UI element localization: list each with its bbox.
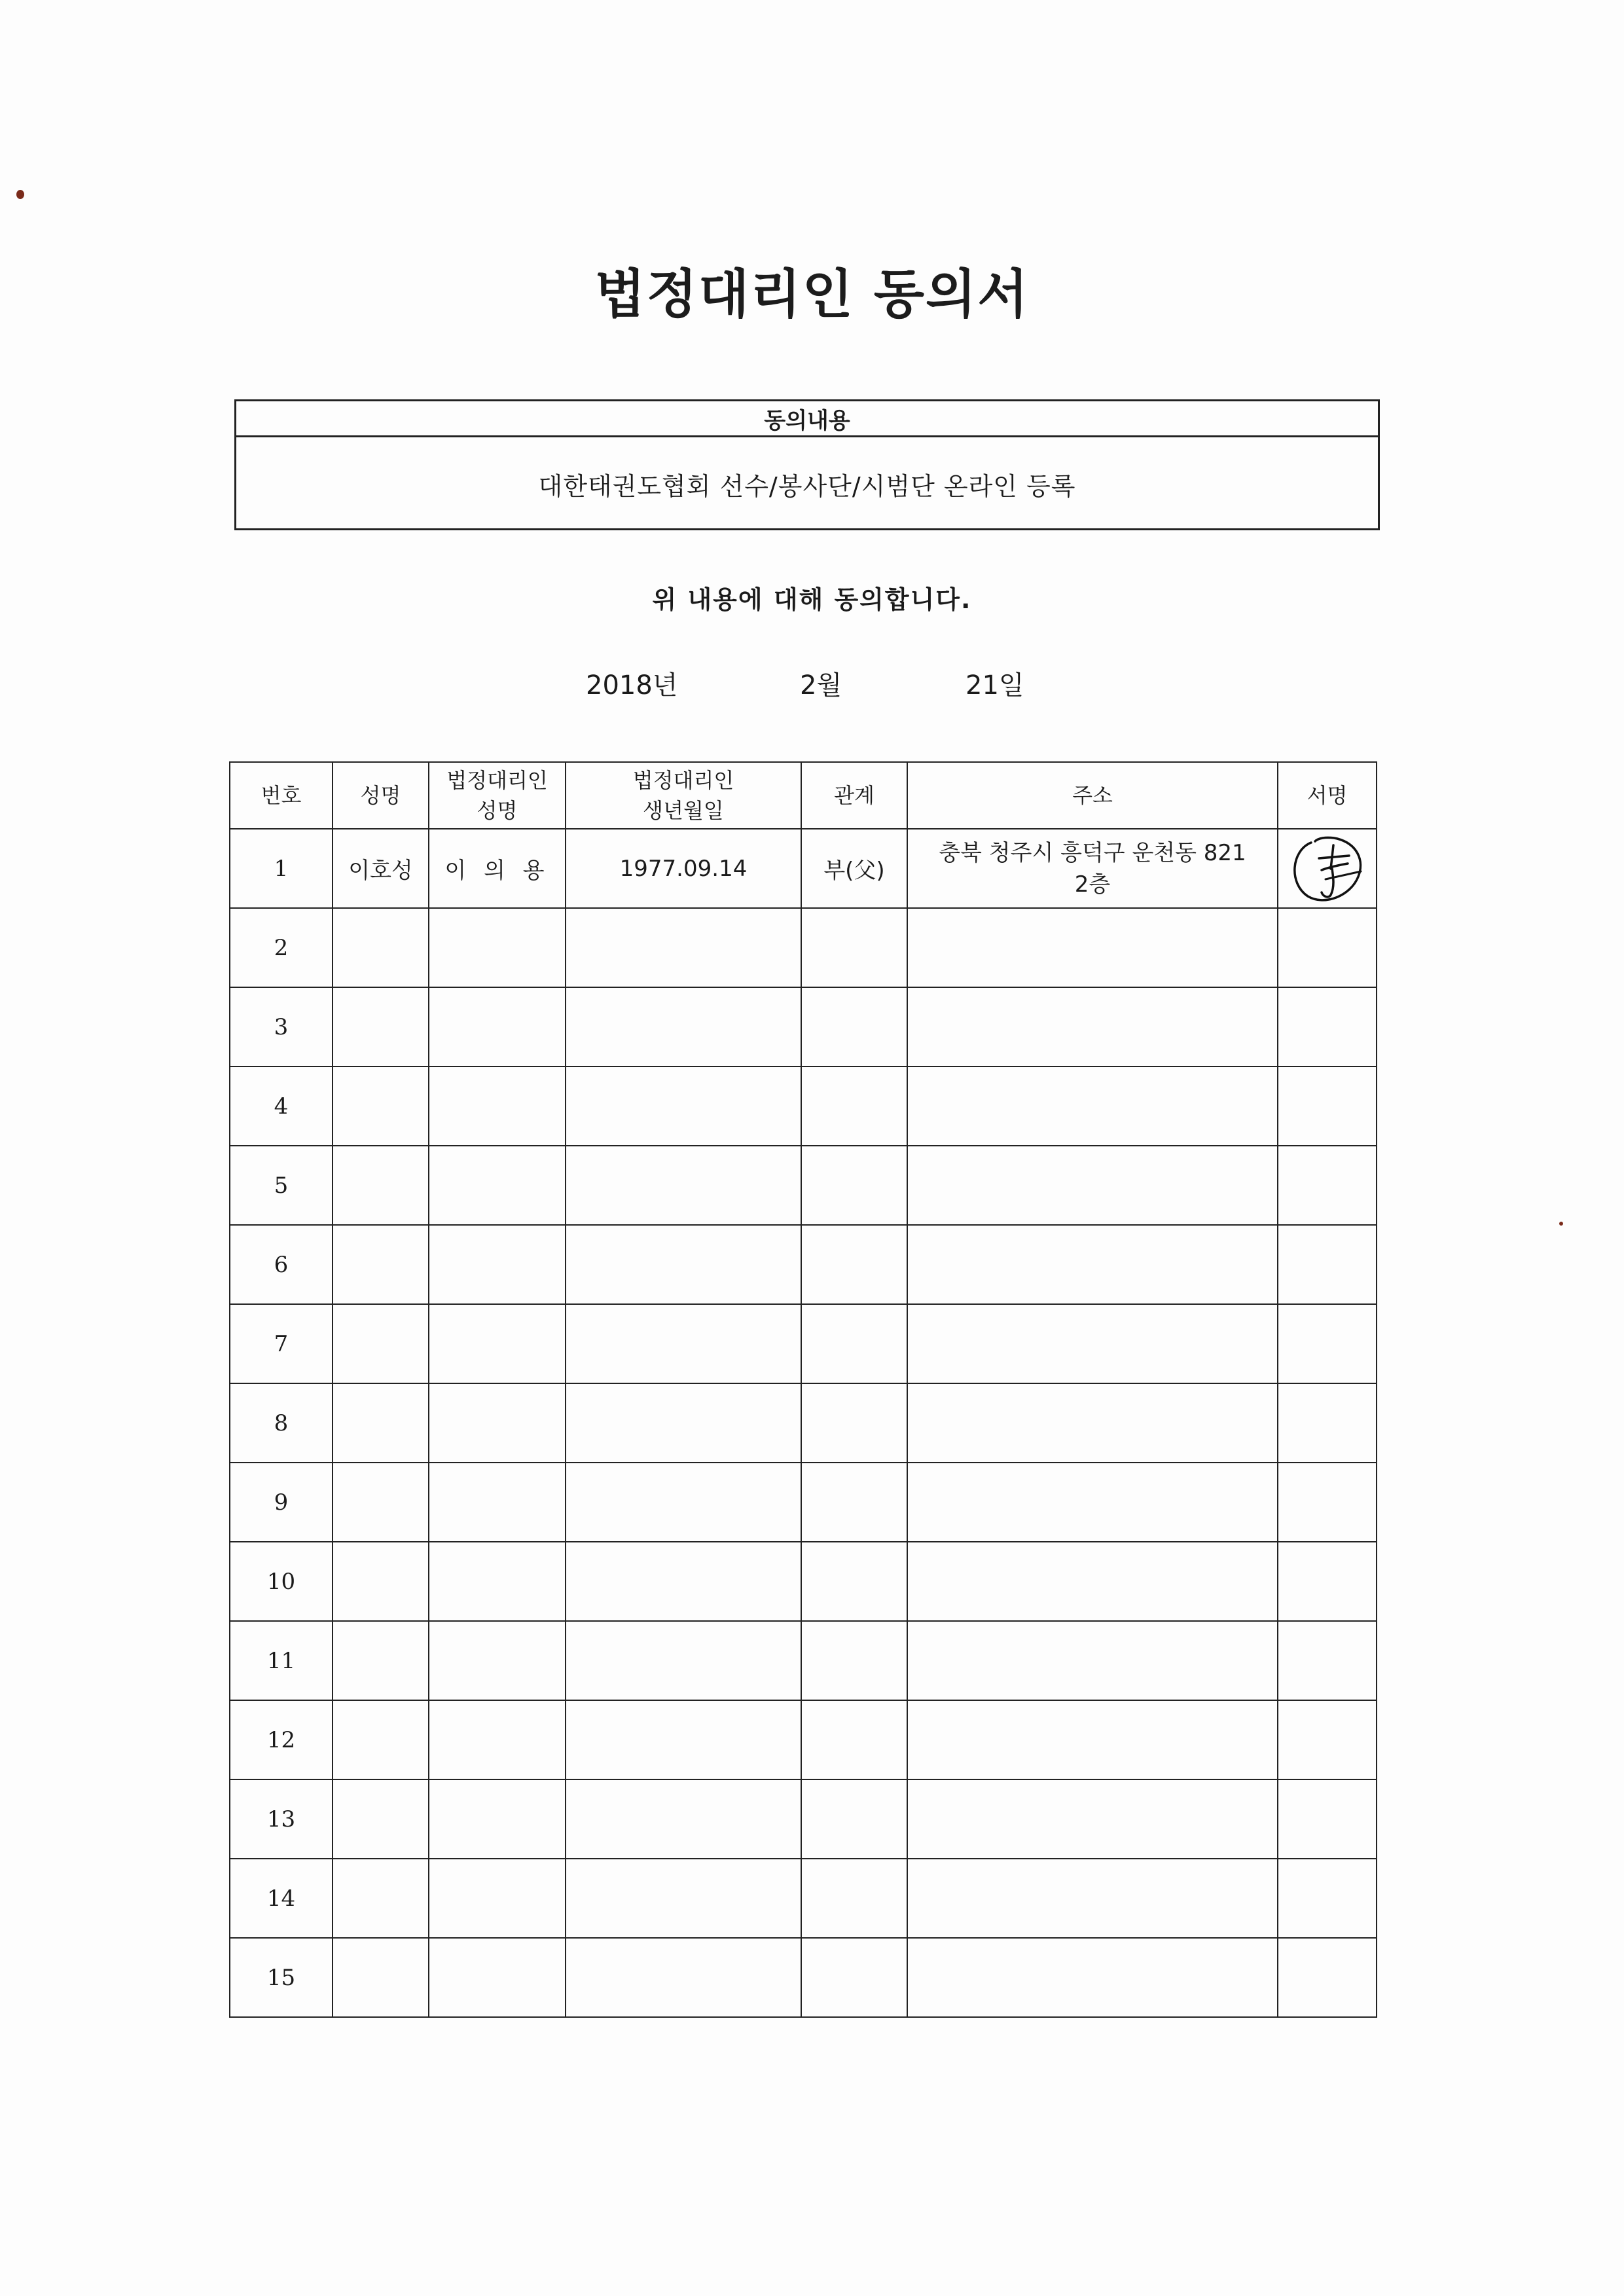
header-address: 주소	[907, 762, 1278, 829]
row-name	[333, 1938, 429, 2017]
row-address	[907, 987, 1278, 1066]
row-signature	[1278, 1066, 1377, 1146]
header-guardian-birth-line1: 법정대리인	[632, 768, 734, 793]
row-guardian-name	[429, 1066, 566, 1146]
row-signature	[1278, 829, 1377, 908]
row-address	[907, 908, 1278, 987]
row-address	[907, 1304, 1278, 1383]
scan-speck	[1559, 1222, 1563, 1226]
row-guardian-name	[429, 908, 566, 987]
date-year: 2018년	[586, 670, 678, 701]
table-row	[230, 1066, 1377, 1146]
header-name: 성명	[333, 762, 429, 829]
row-number: 10	[230, 1542, 333, 1621]
row-guardian-name: 이 의 용	[429, 829, 566, 908]
header-signature: 서명	[1278, 762, 1377, 829]
row-relation: 부(父)	[801, 829, 907, 908]
row-address	[907, 1621, 1278, 1700]
table-row	[230, 1938, 1377, 2017]
consent-box	[234, 399, 1380, 530]
row-guardian-birth	[566, 908, 801, 987]
row-relation	[801, 1859, 907, 1938]
header-guardian-name-line2: 성명	[477, 798, 518, 823]
row-address	[907, 1225, 1278, 1304]
header-guardian-birth-line2: 생년월일	[643, 798, 724, 823]
row-signature	[1278, 1463, 1377, 1542]
row-name	[333, 1146, 429, 1225]
row-guardian-name	[429, 987, 566, 1066]
row-number: 12	[230, 1700, 333, 1779]
row-guardian-birth	[566, 1463, 801, 1542]
row-number: 6	[230, 1225, 333, 1304]
row-number: 2	[230, 908, 333, 987]
row-signature	[1278, 1383, 1377, 1463]
signers-table	[229, 761, 1377, 2018]
header-relation: 관계	[801, 762, 907, 829]
row-guardian-name	[429, 1700, 566, 1779]
row-signature	[1278, 1779, 1377, 1859]
row-name	[333, 1621, 429, 1700]
row-relation	[801, 1463, 907, 1542]
row-name	[333, 1066, 429, 1146]
row-signature	[1278, 1621, 1377, 1700]
row-address	[907, 1779, 1278, 1859]
table-row	[230, 1463, 1377, 1542]
table-row	[230, 908, 1377, 987]
row-address	[907, 1146, 1278, 1225]
row-relation	[801, 1700, 907, 1779]
consent-header: 동의내용	[236, 401, 1378, 437]
row-number: 13	[230, 1779, 333, 1859]
row-guardian-birth	[566, 1621, 801, 1700]
row-address	[907, 829, 1278, 908]
row-number: 7	[230, 1304, 333, 1383]
header-guardian-name	[429, 762, 566, 829]
row-guardian-birth	[566, 1542, 801, 1621]
date-month: 2월	[800, 670, 842, 701]
row-address	[907, 1859, 1278, 1938]
row-guardian-name	[429, 1779, 566, 1859]
row-number: 9	[230, 1463, 333, 1542]
row-address	[907, 1066, 1278, 1146]
row-address	[907, 1938, 1278, 2017]
row-guardian-birth	[566, 1304, 801, 1383]
handwritten-signature	[1285, 831, 1370, 907]
date-day: 21일	[965, 670, 1024, 701]
table-row	[230, 1146, 1377, 1225]
row-relation	[801, 1383, 907, 1463]
table-row	[230, 1225, 1377, 1304]
table-row	[230, 987, 1377, 1066]
row-relation	[801, 1304, 907, 1383]
row-address-line2: 2층	[1074, 871, 1111, 898]
row-guardian-birth	[566, 1066, 801, 1146]
row-address	[907, 1463, 1278, 1542]
header-guardian-name-line1: 법정대리인	[446, 768, 548, 793]
row-signature	[1278, 1700, 1377, 1779]
table-row	[230, 1700, 1377, 1779]
row-number: 5	[230, 1146, 333, 1225]
row-name	[333, 1542, 429, 1621]
row-name	[333, 1859, 429, 1938]
row-relation	[801, 1225, 907, 1304]
row-number: 4	[230, 1066, 333, 1146]
row-number: 15	[230, 1938, 333, 2017]
row-address	[907, 1542, 1278, 1621]
row-signature	[1278, 1304, 1377, 1383]
table-row	[230, 1621, 1377, 1700]
document-title: 법정대리인 동의서	[594, 264, 1030, 325]
row-number: 3	[230, 987, 333, 1066]
row-name	[333, 1225, 429, 1304]
row-guardian-birth	[566, 1700, 801, 1779]
row-name	[333, 1700, 429, 1779]
row-guardian-name	[429, 1542, 566, 1621]
row-name	[333, 908, 429, 987]
row-relation	[801, 1779, 907, 1859]
row-guardian-birth	[566, 1383, 801, 1463]
row-signature	[1278, 908, 1377, 987]
row-guardian-name	[429, 1146, 566, 1225]
row-guardian-birth	[566, 1938, 801, 2017]
row-guardian-name	[429, 1621, 566, 1700]
row-number: 1	[230, 829, 333, 908]
table-row	[230, 1542, 1377, 1621]
row-name	[333, 1779, 429, 1859]
row-signature	[1278, 1542, 1377, 1621]
row-relation	[801, 1938, 907, 2017]
agreement-statement: 위 내용에 대해 동의합니다.	[652, 585, 972, 614]
row-address-line1: 충북 청주시 흥덕구 운천동 821	[939, 839, 1246, 866]
row-guardian-birth	[566, 987, 801, 1066]
scan-speck	[16, 190, 24, 199]
row-address	[907, 1700, 1278, 1779]
row-signature	[1278, 1938, 1377, 2017]
table-header-row	[230, 762, 1377, 829]
row-name: 이호성	[333, 829, 429, 908]
row-number: 11	[230, 1621, 333, 1700]
row-number: 8	[230, 1383, 333, 1463]
row-guardian-birth	[566, 1146, 801, 1225]
row-relation	[801, 908, 907, 987]
table-row	[230, 1383, 1377, 1463]
row-guardian-name	[429, 1938, 566, 2017]
row-guardian-name	[429, 1859, 566, 1938]
row-name	[333, 1463, 429, 1542]
row-address	[907, 1383, 1278, 1463]
row-guardian-birth	[566, 1225, 801, 1304]
header-guardian-birth	[566, 762, 801, 829]
table-row	[230, 1859, 1377, 1938]
row-relation	[801, 1542, 907, 1621]
row-guardian-name	[429, 1225, 566, 1304]
row-guardian-name	[429, 1304, 566, 1383]
row-relation	[801, 1621, 907, 1700]
table-row	[230, 829, 1377, 908]
row-guardian-birth: 1977.09.14	[566, 829, 801, 908]
row-guardian-birth	[566, 1859, 801, 1938]
header-number: 번호	[230, 762, 333, 829]
table-row	[230, 1779, 1377, 1859]
table-row	[230, 1304, 1377, 1383]
row-guardian-birth	[566, 1779, 801, 1859]
row-guardian-name	[429, 1463, 566, 1542]
row-relation	[801, 1066, 907, 1146]
row-name	[333, 1304, 429, 1383]
consent-body: 대한태권도협회 선수/봉사단/시범단 온라인 등록	[538, 471, 1076, 501]
row-signature	[1278, 1146, 1377, 1225]
row-number: 14	[230, 1859, 333, 1938]
row-name	[333, 987, 429, 1066]
row-relation	[801, 1146, 907, 1225]
row-signature	[1278, 987, 1377, 1066]
row-relation	[801, 987, 907, 1066]
row-guardian-name	[429, 1383, 566, 1463]
row-signature	[1278, 1859, 1377, 1938]
row-name	[333, 1383, 429, 1463]
row-signature	[1278, 1225, 1377, 1304]
